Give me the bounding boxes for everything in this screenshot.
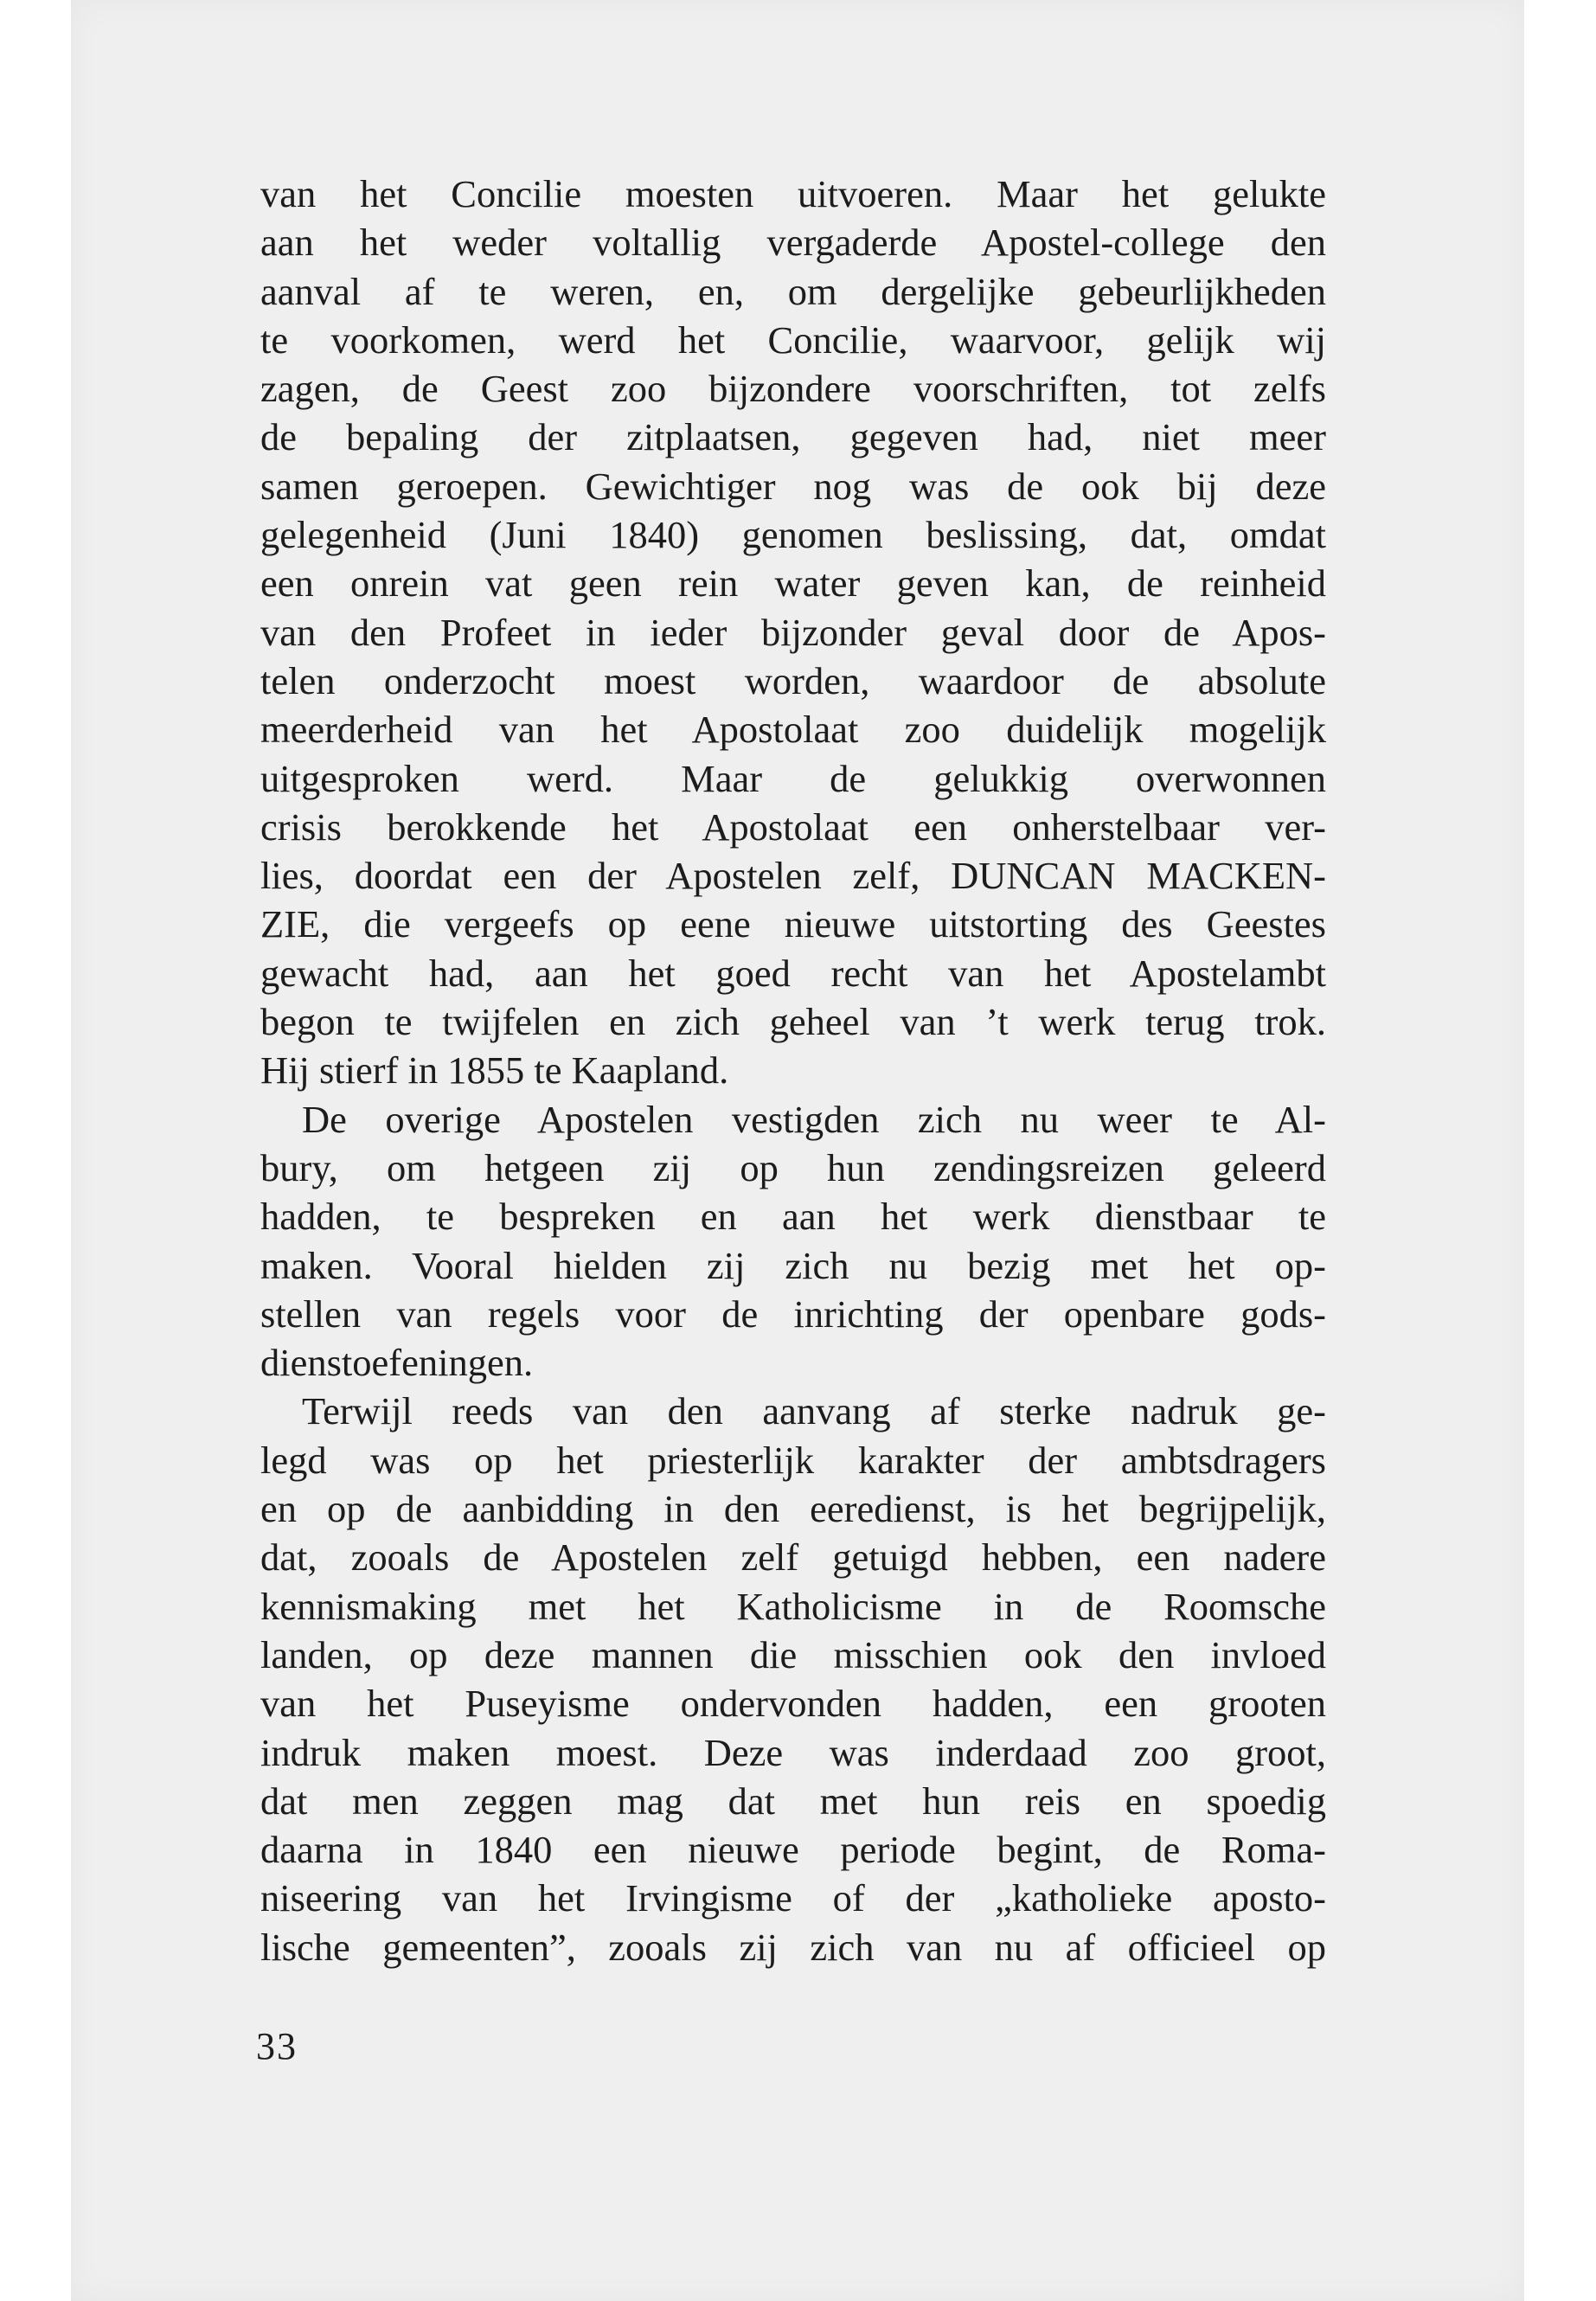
text-line: begon te twijfelen en zich geheel van ’t werk terug trok.: [260, 1000, 1326, 1044]
text-line: gelegenheid (Juni 1840) genomen beslissing, dat, omdat: [260, 513, 1326, 557]
text-line: samen geroepen. Gewichtiger nog was de ook bij deze: [260, 464, 1326, 508]
text-line: kennismaking met het Katholicisme in de Roomsche: [260, 1584, 1326, 1628]
text-line: dat men zeggen mag dat met hun reis en spoedig: [260, 1779, 1326, 1823]
text-line: hadden, te bespreken en aan het werk dienstbaar te: [260, 1195, 1326, 1239]
text-line: legd was op het priesterlijk karakter der ambtsdragers: [260, 1438, 1326, 1482]
text-line: Terwijl reeds van den aanvang af sterke nadruk ge-: [302, 1389, 1326, 1433]
text-line: de bepaling der zitplaatsen, gegeven had, niet meer: [260, 415, 1326, 459]
page-number: 33: [256, 2025, 298, 2067]
text-line: De overige Apostelen vestigden zich nu weer te Al-: [302, 1097, 1326, 1141]
text-line: zagen, de Geest zoo bijzondere voorschriften, tot zelfs: [260, 367, 1326, 411]
text-line: aanval af te weren, en, om dergelijke gebeurlijkheden: [260, 269, 1326, 313]
text-line: daarna in 1840 een nieuwe periode begint, de Roma-: [260, 1828, 1326, 1872]
text-line: bury, om hetgeen zij op hun zendingsreizen geleerd: [260, 1145, 1326, 1189]
text-line: stellen van regels voor de inrichting der openbare gods-: [260, 1292, 1326, 1336]
text-line: gewacht had, aan het goed recht van het Apostelambt: [260, 951, 1326, 995]
text-line: aan het weder voltallig vergaderde Apostel-college den: [260, 221, 1326, 265]
text-line: uitgesproken werd. Maar de gelukkig overwonnen: [260, 756, 1326, 800]
text-line: lies, doordat een der Apostelen zelf, DUNCAN MACKEN-: [260, 854, 1326, 898]
text-line: landen, op deze mannen die misschien ook den invloed: [260, 1632, 1326, 1676]
text-line: telen onderzocht moest worden, waardoor de absolute: [260, 658, 1326, 702]
text-line: maken. Vooral hielden zij zich nu bezig met het op-: [260, 1243, 1326, 1287]
text-line: van het Concilie moesten uitvoeren. Maar het gelukte: [260, 172, 1326, 215]
text-line: van den Profeet in ieder bijzonder geval door de Apos-: [260, 610, 1326, 654]
text-line: niseering van het Irvingisme of der „katholieke aposto-: [260, 1876, 1326, 1920]
text-line: te voorkomen, werd het Concilie, waarvoor, gelijk wij: [260, 317, 1326, 362]
body-text: [260, 170, 1326, 1971]
text-line: van het Puseyisme ondervonden hadden, een grooten: [260, 1682, 1326, 1726]
text-line: crisis berokkende het Apostolaat een onherstelbaar ver-: [260, 804, 1326, 849]
text-line: dat, zooals de Apostelen zelf getuigd hebben, een nadere: [260, 1535, 1326, 1580]
text-line: indruk maken moest. Deze was inderdaad zoo groot,: [260, 1730, 1326, 1774]
text-line: ZIE, die vergeefs op eene nieuwe uitstorting des Geestes: [260, 902, 1326, 946]
text-line: lische gemeenten”, zooals zij zich van nu af officieel op: [260, 1925, 1326, 1969]
text-line: en op de aanbidding in den eeredienst, is het begrijpelijk,: [260, 1487, 1326, 1531]
text-line: meerderheid van het Apostolaat zoo duidelijk mogelijk: [260, 708, 1326, 752]
text-line: dienstoefeningen.: [260, 1341, 534, 1385]
text-line: Hij stierf in 1855 te Kaapland.: [260, 1048, 729, 1093]
text-line: een onrein vat geen rein water geven kan, de reinheid: [260, 561, 1326, 606]
